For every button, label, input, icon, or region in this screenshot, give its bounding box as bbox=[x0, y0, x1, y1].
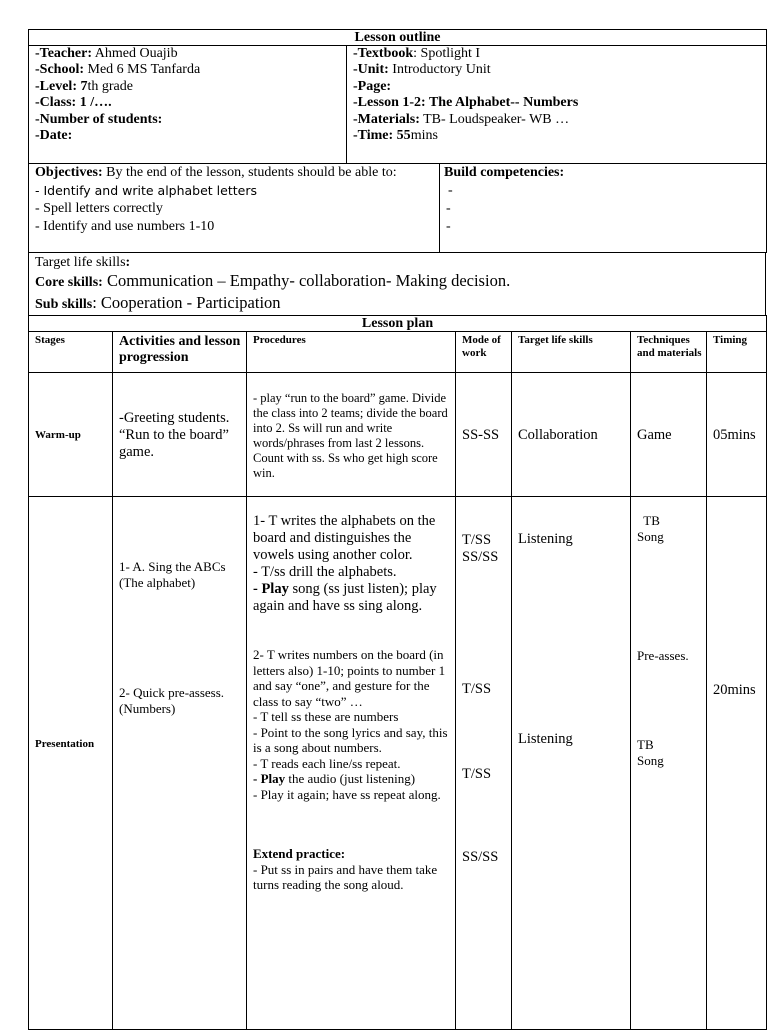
technique-pre-assess: Pre-asses. bbox=[637, 648, 689, 663]
unit-line: -Unit: Introductory Unit bbox=[353, 62, 491, 78]
life-skills-cell bbox=[29, 253, 766, 316]
school-line: -School: Med 6 MS Tanfarda bbox=[35, 62, 201, 78]
warmup-timing: 05mins bbox=[707, 373, 767, 497]
sub-skills-line: Sub skills: Cooperation - Participation bbox=[35, 293, 281, 312]
target-skill-listening: Listening bbox=[518, 531, 573, 547]
mode-extend: SS/SS bbox=[462, 849, 499, 865]
textbook-line: -Textbook: Spotlight I bbox=[353, 46, 481, 61]
warmup-stage: Warm-up bbox=[29, 373, 113, 497]
procedure-numbers-block bbox=[253, 647, 451, 802]
number-of-students-line: -Number of students: bbox=[35, 111, 163, 127]
competencies-heading: Build competencies: bbox=[444, 165, 565, 180]
mode-header: Mode of work bbox=[456, 332, 512, 373]
procedure-play-again: - Play it again; have ss repeat along. bbox=[253, 786, 441, 802]
teacher-line: -Teacher: Ahmed Ouajib bbox=[35, 46, 178, 61]
lesson-outline-title: Lesson outline bbox=[29, 30, 767, 46]
objective-item: - Spell letters correctly bbox=[35, 201, 163, 216]
mode-song: T/SS bbox=[462, 766, 492, 782]
technique-tb-song: TB Song bbox=[637, 737, 664, 768]
target-life-skills-label: Target life skills: bbox=[35, 255, 131, 270]
mode-alphabet: T/SS SS/SS bbox=[462, 532, 499, 565]
objectives-cell bbox=[29, 164, 440, 253]
core-skills-line: Core skills: Communication – Empathy- collaboration- Making decision. bbox=[35, 271, 511, 290]
presentation-timing bbox=[707, 497, 767, 1030]
outline-left-column bbox=[29, 46, 347, 164]
competency-item: - bbox=[448, 183, 453, 198]
competency-item: - bbox=[446, 219, 451, 234]
timing-header: Timing bbox=[707, 332, 767, 373]
time-line: -Time: 55mins bbox=[353, 128, 438, 144]
mode-numbers: T/SS bbox=[462, 681, 492, 697]
warmup-row bbox=[29, 373, 767, 497]
lesson-line: -Lesson 1-2: The Alphabet-- Numbers bbox=[353, 95, 579, 111]
procedure-point-text: - Point to the song lyrics and say, this is a song about numbers. bbox=[253, 724, 448, 755]
warmup-technique: Game bbox=[631, 373, 707, 497]
activity-pre-assess: 2- Quick pre-assess. (Numbers) bbox=[119, 685, 225, 716]
outline-right-column bbox=[347, 46, 767, 164]
extend-practice-text: - Put ss in pairs and have them take turns reading the song aloud. bbox=[253, 861, 438, 892]
activity-sing-abcs: 1- A. Sing the ABCs (The alphabet) bbox=[119, 559, 226, 590]
presentation-techniques bbox=[631, 497, 707, 1030]
procedure-play-song: - Play song (ss just listen); play again and have ss sing along. bbox=[253, 581, 437, 614]
presentation-mode bbox=[456, 497, 512, 1030]
presentation-target-skills bbox=[512, 497, 631, 1030]
objective-item: - Identify and use numbers 1-10 bbox=[35, 219, 215, 234]
warmup-mode: SS-SS bbox=[456, 373, 512, 497]
competency-item: - bbox=[446, 201, 451, 216]
target-life-skills-header: Target life skills bbox=[512, 332, 631, 373]
objectives-table bbox=[28, 163, 767, 253]
presentation-timing-value: 20mins bbox=[713, 682, 756, 698]
procedure-alphabet-block bbox=[253, 513, 451, 615]
techniques-header: Techniques and materials bbox=[631, 332, 707, 373]
extend-practice-block bbox=[253, 846, 451, 893]
lesson-plan-title: Lesson plan bbox=[29, 316, 767, 332]
target-skill-listening: Listening bbox=[518, 731, 573, 747]
activities-header: Activities and lesson progression bbox=[113, 332, 247, 373]
procedure-play-audio: - Play the audio (just listening) bbox=[253, 771, 416, 786]
lesson-document bbox=[28, 29, 766, 1030]
lesson-outline-table bbox=[28, 29, 767, 164]
warmup-target-skill: Collaboration bbox=[512, 373, 631, 497]
presentation-activities bbox=[113, 497, 247, 1030]
presentation-procedures bbox=[247, 497, 456, 1030]
procedure-alphabet-text: 1- T writes the alphabets on the board and distinguishes the vowels using another color. bbox=[253, 513, 436, 563]
procedure-tell-text: - T tell ss these are numbers bbox=[253, 709, 399, 724]
page-line: -Page: bbox=[353, 78, 392, 94]
procedure-drill-text: - T/ss drill the alphabets. bbox=[253, 564, 397, 580]
procedure-reads-text: - T reads each line/ss repeat. bbox=[253, 755, 401, 771]
competencies-cell bbox=[440, 164, 767, 253]
extend-practice-label: Extend practice: bbox=[253, 846, 346, 861]
class-line: -Class: 1 /…. bbox=[35, 95, 112, 111]
lesson-plan-table bbox=[28, 315, 767, 1030]
date-line: -Date: bbox=[35, 128, 73, 144]
objective-item: - Identify and write alphabet letters bbox=[35, 183, 257, 198]
warmup-procedure: - play “run to the board” game. Divide the class into 2 teams; divide the board into 2. Ss will run and write words/phrases from last 2 lessons. Count with ss. Ss who get high score win. bbox=[247, 373, 456, 497]
stages-header: Stages bbox=[29, 332, 113, 373]
materials-line: -Materials: TB- Loudspeaker- WB … bbox=[353, 111, 570, 127]
procedure-numbers-text: 2- T writes numbers on the board (in letters also) 1-10; points to number 1 and say “one”, and gesture for the class to say “two” … bbox=[253, 647, 446, 709]
procedures-header: Procedures bbox=[247, 332, 456, 373]
presentation-stage: Presentation bbox=[29, 497, 113, 1030]
objectives-heading: Objectives: By the end of the lesson, students should be able to: bbox=[35, 165, 397, 180]
technique-tb-song: TB Song bbox=[637, 513, 664, 544]
warmup-activity: -Greeting students. “Run to the board” game. bbox=[113, 373, 247, 497]
presentation-row bbox=[29, 497, 767, 1030]
level-line: -Level: 7th grade bbox=[35, 78, 133, 94]
life-skills-table bbox=[28, 252, 766, 316]
